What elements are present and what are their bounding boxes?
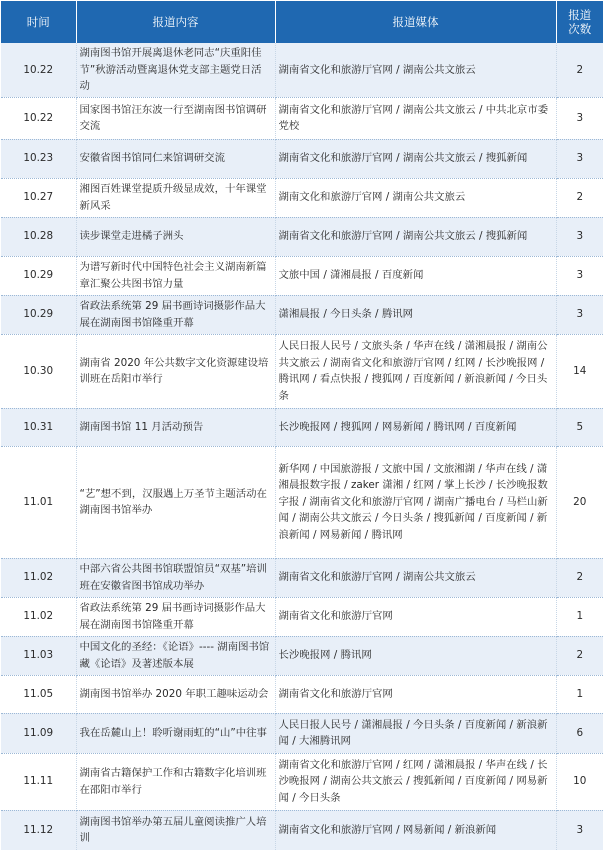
cell-media: 湖南文化和旅游厅官网 / 湖南公共文旅云 [275, 178, 556, 217]
cell-date: 10.29 [1, 256, 76, 295]
table-row [1, 675, 603, 713]
cell-date: 11.09 [1, 713, 76, 753]
cell-date: 10.31 [1, 408, 76, 446]
cell-count: 1 [556, 675, 603, 713]
table-row [1, 139, 603, 178]
cell-date: 11.05 [1, 675, 76, 713]
cell-content: 我在岳麓山上！聆听谢雨虹的“山”中往事 [76, 713, 275, 753]
cell-media: 湖南省文化和旅游厅官网 / 湖南公共文旅云 [275, 558, 556, 597]
cell-count: 10 [556, 753, 603, 810]
table-row [1, 178, 603, 217]
header-date: 时间 [1, 1, 76, 43]
cell-date: 10.23 [1, 139, 76, 178]
cell-media: 湖南省文化和旅游厅官网 / 湖南公共文旅云 / 搜狐新闻 [275, 217, 556, 256]
cell-date: 10.22 [1, 43, 76, 97]
cell-content: “艺”想不到，汉服遇上万圣节主题活动在湖南图书馆举办 [76, 446, 275, 558]
cell-content: 湖南省古籍保护工作和古籍数字化培训班在邵阳市举行 [76, 753, 275, 810]
table-row [1, 408, 603, 446]
cell-count: 3 [556, 295, 603, 334]
cell-date: 10.27 [1, 178, 76, 217]
cell-count: 2 [556, 178, 603, 217]
media-report-table [1, 1, 603, 850]
cell-content: 为谱写新时代中国特色社会主义湖南新篇章汇聚公共图书馆力量 [76, 256, 275, 295]
cell-count: 3 [556, 139, 603, 178]
cell-media: 人民日报人民号 / 潇湘晨报 / 今日头条 / 百度新闻 / 新浪新闻 / 大湘腾讯网 [275, 713, 556, 753]
cell-content: 湖南图书馆举办 2020 年职工趣味运动会 [76, 675, 275, 713]
header-count-line2: 次数 [568, 22, 592, 36]
table-row [1, 256, 603, 295]
cell-content: 湖南图书馆开展离退休老同志“庆重阳佳节”秋游活动暨离退休党支部主题党日活动 [76, 43, 275, 97]
cell-content: 中国文化的圣经：《论语》---- 湖南图书馆藏《论语》及著述版本展 [76, 636, 275, 675]
table-row [1, 597, 603, 636]
header-media: 报道媒体 [275, 1, 556, 43]
cell-content: 湖南图书馆举办第五届儿童阅读推广人培训 [76, 810, 275, 850]
header-row [1, 1, 603, 43]
cell-media: 人民日报人民号 / 文旅头条 / 华声在线 / 潇湘晨报 / 湖南公共文旅云 / 湖南省文化和旅游厅官网 / 红网 / 长沙晚报网 / 腾讯网 / 看点快报 / 搜狐网 / 百度新闻 / 新浪新闻 / 今日头条 [275, 334, 556, 408]
cell-media: 湖南省文化和旅游厅官网 / 湖南公共文旅云 / 搜狐新闻 [275, 139, 556, 178]
cell-content: 中部六省公共图书馆联盟馆员“双基”培训班在安徽省图书馆成功举办 [76, 558, 275, 597]
cell-media: 文旅中国 / 潇湘晨报 / 百度新闻 [275, 256, 556, 295]
cell-media: 湖南省文化和旅游厅官网 / 湖南公共文旅云 [275, 43, 556, 97]
cell-content: 省政法系统第 29 届书画诗词摄影作品大展在湖南图书馆隆重开幕 [76, 597, 275, 636]
cell-media: 长沙晚报网 / 腾讯网 [275, 636, 556, 675]
cell-count: 1 [556, 597, 603, 636]
cell-count: 2 [556, 636, 603, 675]
cell-count: 3 [556, 97, 603, 139]
table-row [1, 753, 603, 810]
cell-count: 3 [556, 217, 603, 256]
cell-media: 新华网 / 中国旅游报 / 文旅中国 / 文旅湘湖 / 华声在线 / 潇湘晨报数字报 / zaker 潇湘 / 红网 / 掌上长沙 / 长沙晚报数字报 / 湖南省文化和旅游厅官网 / 湖南广播电台 / 马栏山新闻 / 湖南公共文旅云 / 今日头条 / 搜狐新闻 / 百度新闻 / 新浪新闻 / 网易新闻 / 腾讯网 [275, 446, 556, 558]
table-row [1, 446, 603, 558]
cell-count: 3 [556, 256, 603, 295]
cell-count: 3 [556, 810, 603, 850]
cell-date: 11.12 [1, 810, 76, 850]
header-count [556, 1, 603, 43]
cell-media: 潇湘晨报 / 今日头条 / 腾讯网 [275, 295, 556, 334]
table-row [1, 217, 603, 256]
cell-count: 20 [556, 446, 603, 558]
cell-date: 10.29 [1, 295, 76, 334]
header-count-line1: 报道 [568, 8, 592, 22]
cell-content: 湖南省 2020 年公共数字文化资源建设培训班在岳阳市举行 [76, 334, 275, 408]
table-row [1, 295, 603, 334]
cell-count: 14 [556, 334, 603, 408]
table-row [1, 636, 603, 675]
table-row [1, 558, 603, 597]
cell-content: 国家图书馆汪东波一行至湖南图书馆调研交流 [76, 97, 275, 139]
table-row [1, 334, 603, 408]
cell-content: 湘图百姓课堂提质升级显成效，十年课堂新风采 [76, 178, 275, 217]
table-row [1, 43, 603, 97]
cell-date: 11.01 [1, 446, 76, 558]
header-content: 报道内容 [76, 1, 275, 43]
table-body [1, 43, 603, 850]
cell-date: 10.28 [1, 217, 76, 256]
cell-media: 长沙晚报网 / 搜狐网 / 网易新闻 / 腾讯网 / 百度新闻 [275, 408, 556, 446]
table-row [1, 810, 603, 850]
cell-media: 湖南省文化和旅游厅官网 / 网易新闻 / 新浪新闻 [275, 810, 556, 850]
table-row [1, 97, 603, 139]
cell-content: 读步课堂走进橘子洲头 [76, 217, 275, 256]
cell-content: 湖南图书馆 11 月活动预告 [76, 408, 275, 446]
cell-count: 6 [556, 713, 603, 753]
cell-date: 11.02 [1, 597, 76, 636]
cell-count: 2 [556, 43, 603, 97]
cell-date: 11.11 [1, 753, 76, 810]
cell-count: 2 [556, 558, 603, 597]
cell-date: 10.30 [1, 334, 76, 408]
cell-media: 湖南省文化和旅游厅官网 [275, 597, 556, 636]
cell-media: 湖南省文化和旅游厅官网 [275, 675, 556, 713]
cell-content: 省政法系统第 29 届书画诗词摄影作品大展在湖南图书馆隆重开幕 [76, 295, 275, 334]
cell-count: 5 [556, 408, 603, 446]
cell-date: 10.22 [1, 97, 76, 139]
cell-date: 11.02 [1, 558, 76, 597]
cell-media: 湖南省文化和旅游厅官网 / 红网 / 潇湘晨报 / 华声在线 / 长沙晚报网 / 湖南公共文旅云 / 搜狐新闻 / 百度新闻 / 网易新闻 / 今日头条 [275, 753, 556, 810]
cell-date: 11.03 [1, 636, 76, 675]
table-header [1, 1, 603, 43]
cell-content: 安徽省图书馆同仁来馆调研交流 [76, 139, 275, 178]
table-row [1, 713, 603, 753]
cell-media: 湖南省文化和旅游厅官网 / 湖南公共文旅云 / 中共北京市委党校 [275, 97, 556, 139]
